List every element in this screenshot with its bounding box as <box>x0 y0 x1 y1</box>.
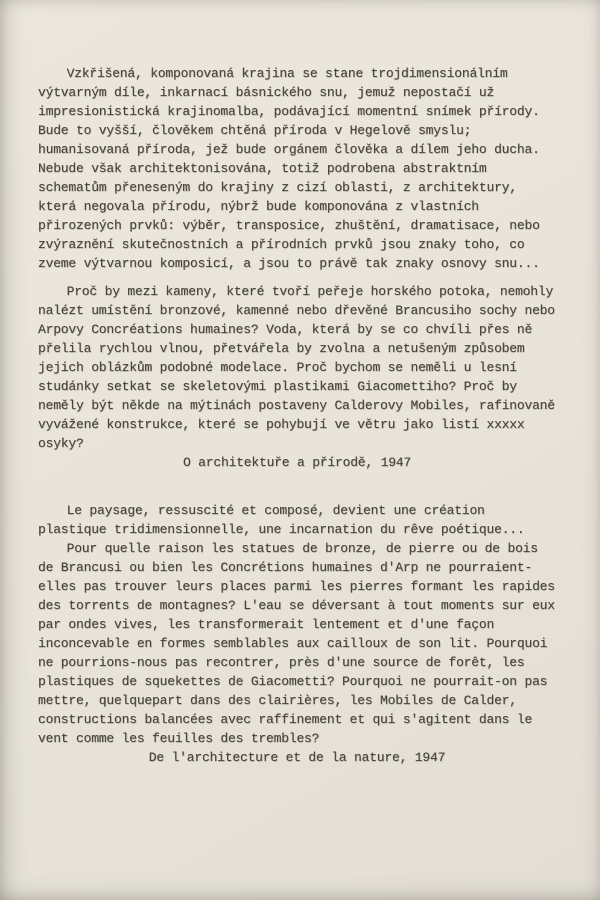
paragraph-french-1: Le paysage, ressuscité et composé, devient une création plastique tridimensionnelle, une incarnation du rêve poétique... <box>38 503 525 537</box>
paragraph-french-2: Pour quelle raison les statues de bronze, de pierre ou de bois de Brancusi ou bien les Concrétions humaines d'Arp ne pourraient-elles pas trouver leurs places parmi les pierres formant les rapides des torrents de montagnes? L'eau se déversant à tout moments sur eux par ondes vives, les transformerait lentement et d'une façon inconcevable en formes semblables aux cailloux de son lit. Pourquoi ne pourrions-nous pas recontrer, près d'une source de forêt, les plastiques de squekettes de Giacometti? Pourquoi ne pourrait-on pas mettre, quelquepart dans des clairières, les Mobiles de Calder, constructions balancées avec raffinement et qui s'agitent dans le vent comme les feuilles des trembles? <box>38 541 555 746</box>
source-caption-czech: O architektuře a přírodě, 1947 <box>182 455 412 470</box>
source-caption-french: De l'architecture et de la nature, 1947 <box>148 750 446 765</box>
paragraph-czech-1: Vzkřišená, komponovaná krajina se stane trojdimensionálním výtvarným díle, inkarnací básnického snu, jemuž nepostačí už impresionistická krajinomalba, podávající momentní snímek přírody. Bude to vyšší, člověkem chtěná příroda v Hegelově smyslu; humanisovaná příroda, jež bude orgánem člověka a dílem jeho ducha. Nebude však architektonisována, totiž podrobena abstraktním schematům přeneseným do krajiny z cizí oblasti, z architektury, která negovala přírodu, nýbrž bude komponována z vlastních přirozených prvků: výběr, transposice, zhuštění, dramatisace, nebo zvýraznění skutečnostních a přírodních prvků jsou znaky toho, co zveme výtvarnou komposicí, a jsou to právě tak znaky osnovy snu... <box>38 66 540 271</box>
paragraph-czech-2: Proč by mezi kameny, které tvoří peřeje horského potoka, nemohly nalézt umístění bronzové, kamenné nebo dřevěné Brancusiho sochy nebo Arpovy Concréations humaines? Voda, která by se co chvíli přes ně přelila rychlou vlnou, přetvářela by zvolna a netušeným způsobem jejich oblázkům podobné modelace. Proč bychom se neměli u lesní studánky setkat se skeletovými plastikami Giacomettiho? Proč by neměly být někde na mýtinách postaveny Calderovy Mobiles, rafinovaně vyvážené konstrukce, které se pohybují ve větru jako listí xxxxx osyky? <box>38 284 555 451</box>
